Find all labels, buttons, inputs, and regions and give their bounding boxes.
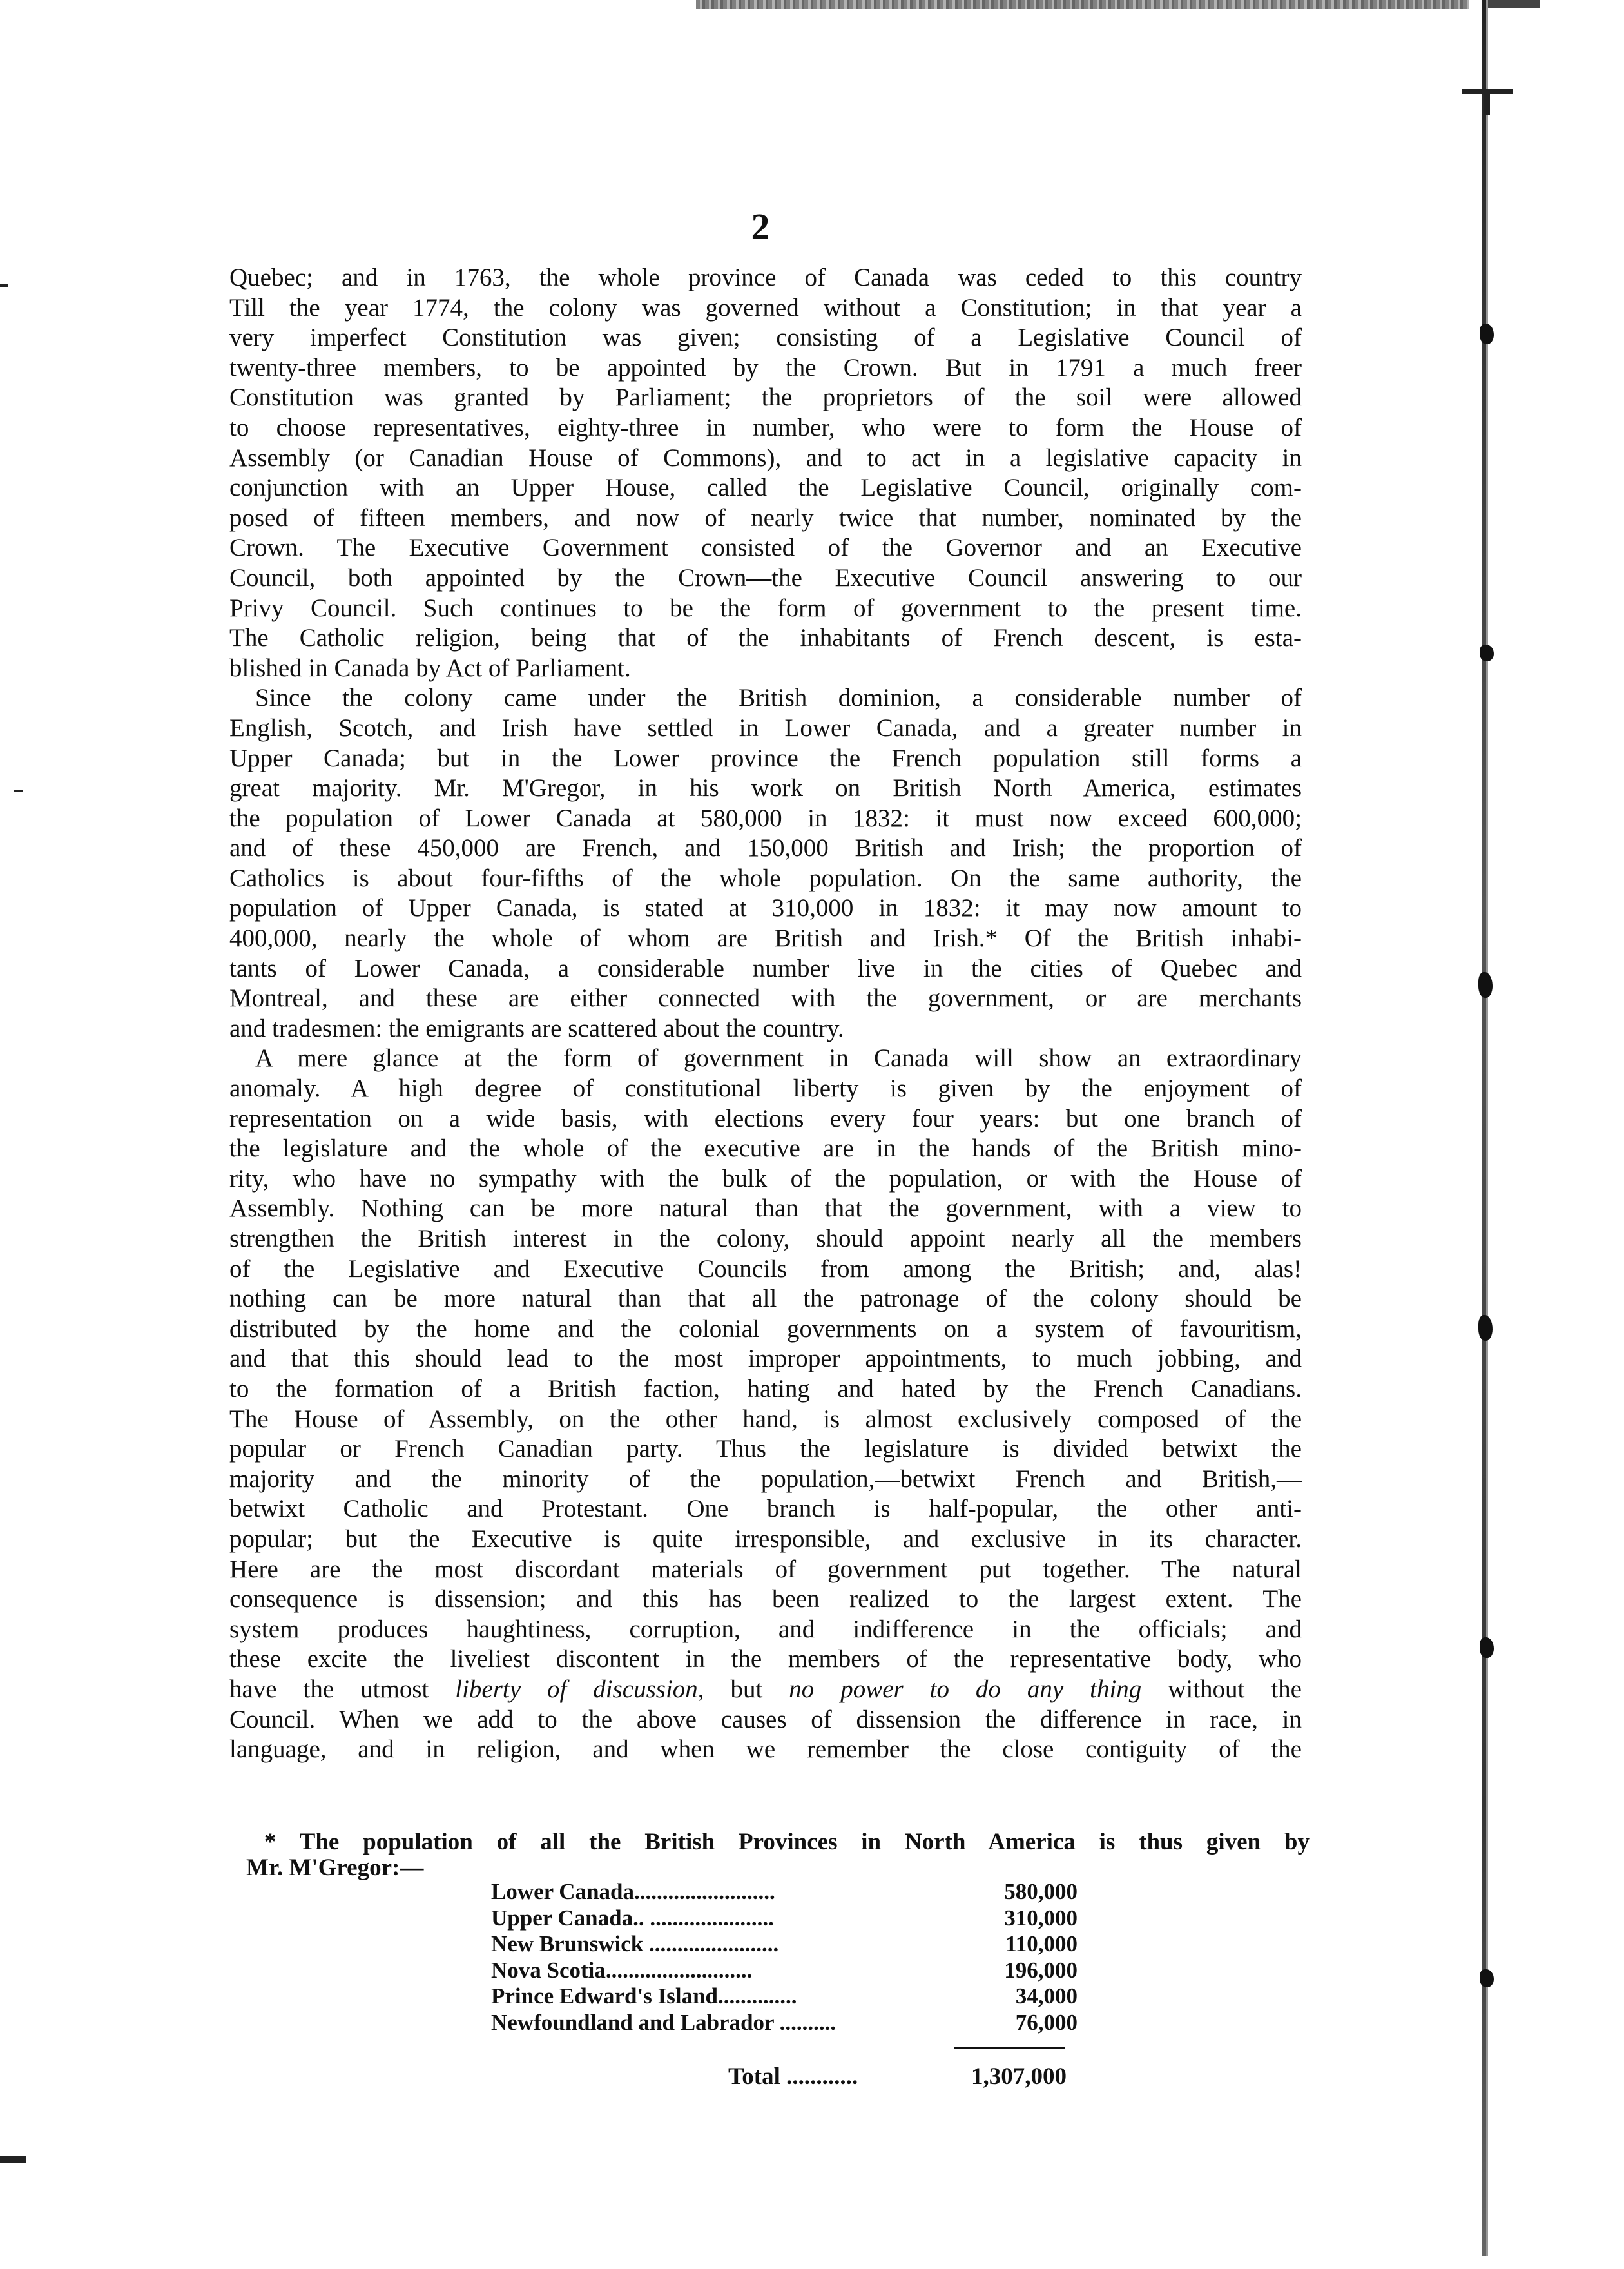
footnote-intro-cont: Mr. M'Gregor:— bbox=[246, 1855, 424, 1881]
italic-phrase: liberty of discussion, bbox=[455, 1675, 704, 1703]
population-total bbox=[728, 2063, 1067, 2090]
text-line: distributed by the home and the colonial governments on a system of favouritism, bbox=[229, 1314, 1302, 1343]
footnote-intro: * The population of all the British Provinces in North America is thus given by bbox=[264, 1829, 1310, 1855]
table-row bbox=[246, 1958, 1078, 1984]
text-line: English, Scotch, and Irish have settled in Lower Canada, and a greater number in bbox=[229, 714, 1302, 742]
text-line: consequence is dissension; and this has been realized to the largest extent. The bbox=[229, 1585, 1302, 1613]
text-line: to the formation of a British faction, hating and hated by the French Canadians. bbox=[229, 1374, 1302, 1403]
edge-notch-mark bbox=[1480, 645, 1494, 661]
province-name: New Brunswick ....................... bbox=[491, 1931, 779, 1956]
text-line: very imperfect Constitution was given; consisting of a Legislative Council of bbox=[229, 324, 1302, 352]
text-line: Till the year 1774, the colony was governed without a Constitution; in that year a bbox=[229, 293, 1302, 322]
text-line: language, and in religion, and when we remember the close contiguity of the bbox=[229, 1735, 1302, 1764]
edge-notch-mark bbox=[1480, 1969, 1494, 1987]
text-line: to choose representatives, eighty-three in number, who were to form the House of bbox=[229, 413, 1302, 442]
page-number: 2 bbox=[751, 206, 770, 248]
text-line: Quebec; and in 1763, the whole province of Canada was ceded to this country bbox=[229, 264, 1302, 291]
province-population: 580,000 bbox=[1004, 1879, 1078, 1904]
total-label: Total ............ bbox=[728, 2063, 858, 2090]
text-line: the population of Lower Canada at 580,000 in 1832: it must now exceed 600,000; bbox=[229, 804, 1302, 832]
text-run: but bbox=[704, 1675, 789, 1703]
text-line: the legislature and the whole of the executive are in the hands of the British mino- bbox=[229, 1134, 1302, 1163]
table-row bbox=[246, 1983, 1078, 2010]
text-run: have the utmost bbox=[229, 1675, 456, 1703]
text-line: nothing can be more natural than that all the patronage of the colony should be bbox=[229, 1285, 1302, 1313]
text-line: representation on a wide basis, with elections every four years: but one branch of bbox=[229, 1104, 1302, 1133]
text-line: The Catholic religion, being that of the inhabitants of French descent, is esta- bbox=[229, 624, 1302, 652]
province-population: 310,000 bbox=[1004, 1905, 1078, 1931]
province-name: Newfoundland and Labrador .......... bbox=[491, 2009, 836, 2035]
text-line: Privy Council. Such continues to be the form of government to the present time. bbox=[229, 594, 1302, 622]
province-population: 110,000 bbox=[1005, 1931, 1078, 1956]
province-name: Lower Canada......................... bbox=[491, 1879, 775, 1904]
total-value: 1,307,000 bbox=[971, 2063, 1067, 2090]
edge-notch-mark bbox=[1478, 972, 1493, 998]
scan-top-band bbox=[696, 0, 1469, 9]
text-line: Constitution was granted by Parliament; the proprietors of the soil were allowed bbox=[229, 384, 1302, 412]
text-line-italic-mixed bbox=[229, 1675, 1302, 1705]
text-line: of the Legislative and Executive Councils from among the British; and, alas! bbox=[229, 1254, 1302, 1283]
edge-notch-mark bbox=[1480, 1637, 1494, 1658]
text-line: betwixt Catholic and Protestant. One branch is half-popular, the other anti- bbox=[229, 1495, 1302, 1523]
text-line: Crown. The Executive Government consisted of the Governor and an Executive bbox=[229, 534, 1302, 562]
text-line: popular or French Canadian party. Thus the legislature is divided betwixt the bbox=[229, 1435, 1302, 1463]
scan-top-band-right bbox=[1482, 0, 1540, 8]
text-line: anomaly. A high degree of constitutional liberty is given by the enjoyment of bbox=[229, 1075, 1302, 1103]
text-line: rity, who have no sympathy with the bulk of the population, or with the House of bbox=[229, 1164, 1302, 1193]
text-line: popular; but the Executive is quite irresponsible, and exclusive in its character. bbox=[229, 1524, 1302, 1553]
text-line: and that this should lead to the most improper appointments, to much jobbing, and bbox=[229, 1345, 1302, 1373]
text-line: Here are the most discordant materials of government put together. The natural bbox=[229, 1555, 1302, 1583]
text-line: Assembly (or Canadian House of Commons), and to act in a legislative capacity in bbox=[229, 443, 1302, 472]
text-line: tants of Lower Canada, a considerable number live in the cities of Quebec and bbox=[229, 954, 1302, 982]
text-line: Upper Canada; but in the Lower province the French population still forms a bbox=[229, 744, 1302, 772]
text-line: strengthen the British interest in the colony, should appoint nearly all the members bbox=[229, 1225, 1302, 1252]
table-row bbox=[246, 1931, 1078, 1958]
edge-notch-mark bbox=[1478, 1315, 1493, 1341]
province-population: 34,000 bbox=[1015, 1983, 1078, 2009]
text-line: Montreal, and these are either connected with the government, or are merchants bbox=[229, 984, 1302, 1013]
left-edge-tick bbox=[14, 790, 23, 792]
text-line: great majority. Mr. M'Gregor, in his work on British North America, estimates bbox=[229, 774, 1302, 803]
text-line: Since the colony came under the British dominion, a considerable number of bbox=[255, 684, 1302, 712]
text-line: these excite the liveliest discontent in the members of the representative body, who bbox=[229, 1645, 1302, 1673]
text-line: posed of fifteen members, and now of nearly twice that number, nominated by the bbox=[229, 503, 1302, 532]
body-text bbox=[229, 263, 1302, 1765]
footnote bbox=[246, 1829, 1310, 1881]
text-line: 400,000, nearly the whole of whom are British and Irish.* Of the British inhabi- bbox=[229, 924, 1302, 953]
left-edge-tick bbox=[0, 284, 8, 287]
province-population: 196,000 bbox=[1004, 1957, 1078, 1983]
text-line: Council. When we add to the above causes of dissension the difference in race, in bbox=[229, 1705, 1302, 1733]
left-edge-tick bbox=[0, 2156, 26, 2163]
text-line: and tradesmen: the emigrants are scattered about the country. bbox=[229, 1014, 844, 1042]
text-line: The House of Assembly, on the other hand, is almost exclusively composed of the bbox=[229, 1405, 1302, 1433]
text-line: blished in Canada by Act of Parliament. bbox=[229, 654, 631, 682]
text-line: twenty-three members, to be appointed by the Crown. But in 1791 a much freer bbox=[229, 353, 1302, 382]
table-row bbox=[246, 1879, 1078, 1905]
text-line: majority and the minority of the population,—betwixt French and British,— bbox=[229, 1465, 1302, 1493]
province-name: Nova Scotia.......................... bbox=[491, 1957, 753, 1983]
text-run: without the bbox=[1141, 1675, 1302, 1703]
text-line: A mere glance at the form of government in Canada will show an extraordinary bbox=[255, 1044, 1302, 1073]
total-rule bbox=[954, 2047, 1065, 2049]
province-population: 76,000 bbox=[1015, 2009, 1078, 2035]
province-name: Upper Canada.. ...................... bbox=[491, 1905, 774, 1931]
text-line: and of these 450,000 are French, and 150,000 British and Irish; the proportion of bbox=[229, 834, 1302, 862]
text-line: Assembly. Nothing can be more natural than that the government, with a view to bbox=[229, 1194, 1302, 1223]
text-line: conjunction with an Upper House, called the Legislative Council, originally com- bbox=[229, 474, 1302, 502]
edge-tee-stem bbox=[1484, 89, 1490, 115]
italic-phrase: no power to do any thing bbox=[789, 1675, 1142, 1703]
text-line: Council, both appointed by the Crown—the Executive Council answering to our bbox=[229, 563, 1302, 592]
edge-notch-mark bbox=[1480, 324, 1494, 344]
province-name: Prince Edward's Island.............. bbox=[491, 1983, 797, 2009]
population-table bbox=[246, 1879, 1078, 2036]
text-line: Catholics is about four-fifths of the whole population. On the same authority, the bbox=[229, 864, 1302, 892]
text-line: population of Upper Canada, is stated at 310,000 in 1832: it may now amount to bbox=[229, 894, 1302, 922]
text-line: system produces haughtiness, corruption, and indifference in the officials; and bbox=[229, 1615, 1302, 1643]
table-row bbox=[246, 2010, 1078, 2036]
table-row bbox=[246, 1905, 1078, 1932]
